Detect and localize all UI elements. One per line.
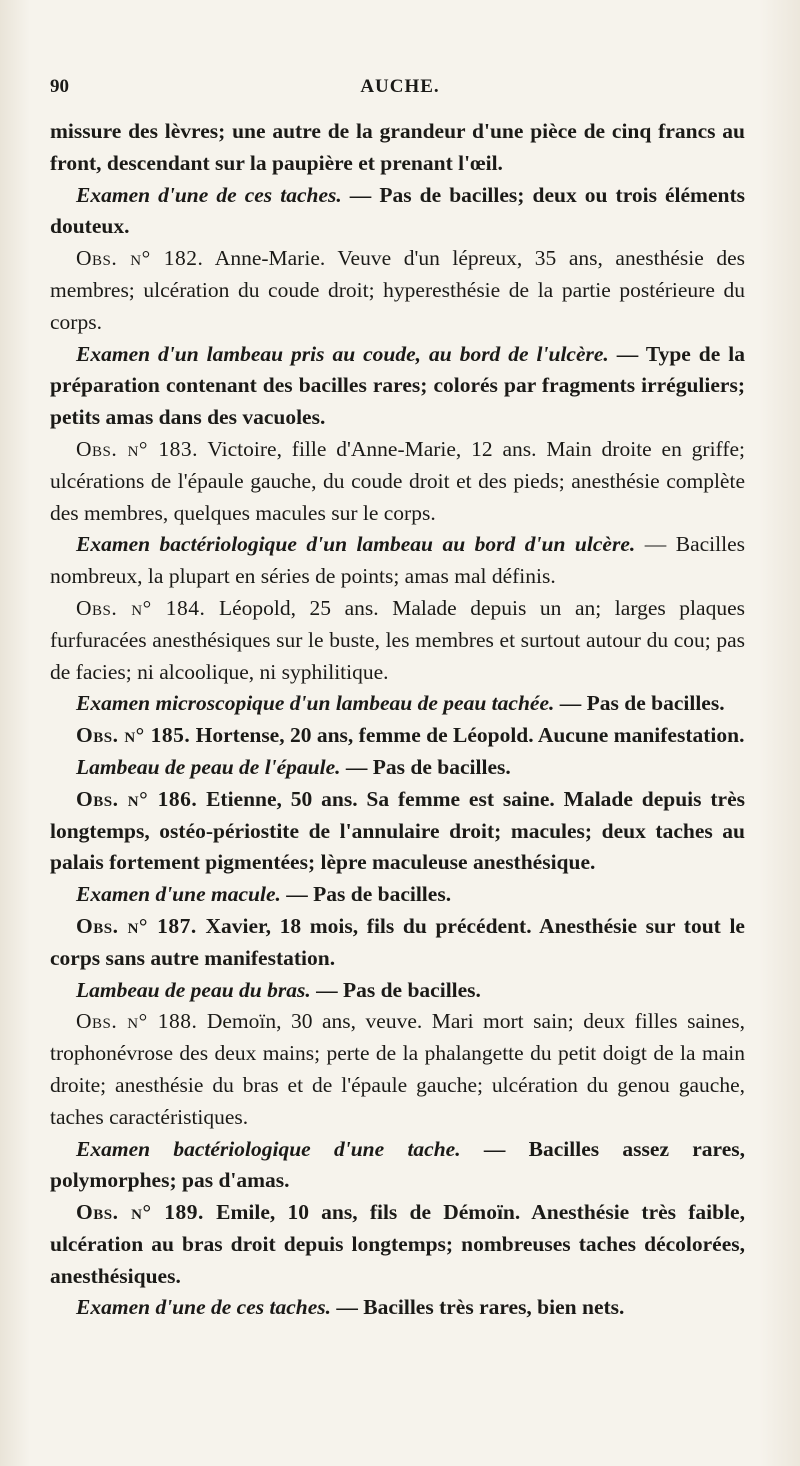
paragraph-text: — Pas de bacilles; deux ou trois éléments douteux. <box>50 182 745 239</box>
exam-paragraph <box>50 339 745 434</box>
observation-number: Obs. n° 184. <box>76 595 206 620</box>
exam-heading: Examen d'une de ces taches. <box>76 1295 331 1320</box>
exam-heading: Examen d'une de ces taches. <box>76 182 342 207</box>
paragraph-text: — Bacilles très rares, bien nets. <box>331 1295 625 1320</box>
exam-paragraph <box>50 1292 745 1324</box>
observation-paragraph <box>50 784 745 879</box>
observation-number: Obs. n° 183. <box>76 436 198 461</box>
exam-heading: Examen bactériologique d'une tache. <box>76 1136 461 1161</box>
paragraph-text: Hortense, 20 ans, femme de Léopold. Aucune manifestation. <box>190 723 745 748</box>
exam-heading: Examen d'une macule. <box>76 882 281 907</box>
exam-heading: Examen microscopique d'un lambeau de peau tachée. <box>76 691 555 716</box>
exam-paragraph <box>50 688 745 720</box>
continuation-paragraph <box>50 116 745 180</box>
observation-number: Obs. n° 182. <box>76 246 204 271</box>
exam-paragraph <box>50 975 745 1007</box>
exam-paragraph <box>50 529 745 593</box>
exam-paragraph <box>50 180 745 244</box>
observation-paragraph <box>50 1197 745 1292</box>
exam-paragraph <box>50 879 745 911</box>
observation-number: Obs. n° 188. <box>76 1009 198 1034</box>
exam-paragraph <box>50 752 745 784</box>
running-head: AUCHE. <box>360 76 440 97</box>
observation-paragraph <box>50 593 745 688</box>
observation-paragraph <box>50 1006 745 1133</box>
exam-heading: Examen d'un lambeau pris au coude, au bord de l'ulcère. <box>76 341 609 366</box>
paragraph-text: Emile, 10 ans, fils de Démoïn. Anesthésie très faible, ulcération au bras droit depuis longtemps; nombreuses taches décolorées, anesthésiques. <box>50 1200 745 1288</box>
paragraph-text: Victoire, fille d'Anne-Marie, 12 ans. Main droite en griffe; ulcérations de l'épaule gauche, du coude droit et des pieds; anesthésie complète des membres, quelques macules sur le corps. <box>50 436 746 525</box>
page-header <box>50 76 750 102</box>
paragraph-text: Demoïn, 30 ans, veuve. Mari mort sain; deux filles saines, trophonévrose des deux mains; perte de la phalangette du petit doigt de la main droite; anesthésie du bras et de l'épaule gauche; ulcération du genou gauche, taches caractéristiques. <box>50 1009 745 1129</box>
paragraph-text: — Type de la préparation contenant des bacilles rares; colorés par fragments irréguliers; petits amas dans des vacuoles. <box>50 341 745 430</box>
paragraph-text: — Pas de bacilles. <box>340 754 511 779</box>
observation-number: Obs. n° 185. <box>76 723 191 748</box>
observation-number: Obs. n° 187. <box>76 913 197 938</box>
paragraph-text: — Pas de bacilles. <box>554 691 725 716</box>
observation-paragraph <box>50 434 745 529</box>
exam-paragraph <box>50 1134 745 1198</box>
page-number: 90 <box>50 76 69 97</box>
exam-heading: Examen bactériologique d'un lambeau au bord d'un ulcère. <box>76 532 636 557</box>
paragraph-text: — Bacilles assez rares, polymorphes; pas d'amas. <box>50 1136 746 1193</box>
paragraph-text: Xavier, 18 mois, fils du précédent. Anesthésie sur tout le corps sans autre manifestation. <box>50 913 745 970</box>
observation-paragraph <box>50 911 745 975</box>
paragraph-text: — Bacilles nombreux, la plupart en séries de points; amas mal définis. <box>50 532 745 589</box>
exam-heading: Lambeau de peau du bras. <box>76 977 311 1002</box>
exam-heading: Lambeau de peau de l'épaule. <box>76 754 341 779</box>
paragraph-text: Léopold, 25 ans. Malade depuis un an; larges plaques furfuracées anesthésiques sur le buste, les membres et surtout autour du cou; pas de facies; ni alcoolique, ni syphilitique. <box>50 595 745 684</box>
observation-paragraph <box>50 243 745 338</box>
paragraph-text: Etienne, 50 ans. Sa femme est saine. Malade depuis très longtemps, ostéo-périostite de l'annulaire droit; macules; deux taches au palais fortement pigmentées; lèpre maculeuse anesthésique. <box>50 786 745 875</box>
observation-number: Obs. n° 186. <box>76 786 198 811</box>
paragraph-text: Anne-Marie. Veuve d'un lépreux, 35 ans, anesthésie des membres; ulcération du coude droit; hyperesthésie de la partie postérieure du corps. <box>50 246 745 334</box>
paragraph-text: missure des lèvres; une autre de la grandeur d'une pièce de cinq francs au front, descendant sur la paupière et prenant l'œil. <box>50 119 745 175</box>
observation-number: Obs. n° 189. <box>76 1200 204 1225</box>
paragraph-text: — Pas de bacilles. <box>310 977 481 1002</box>
paragraph-text: — Pas de bacilles. <box>280 882 452 907</box>
observation-paragraph <box>50 720 745 752</box>
body-text <box>50 116 745 1324</box>
